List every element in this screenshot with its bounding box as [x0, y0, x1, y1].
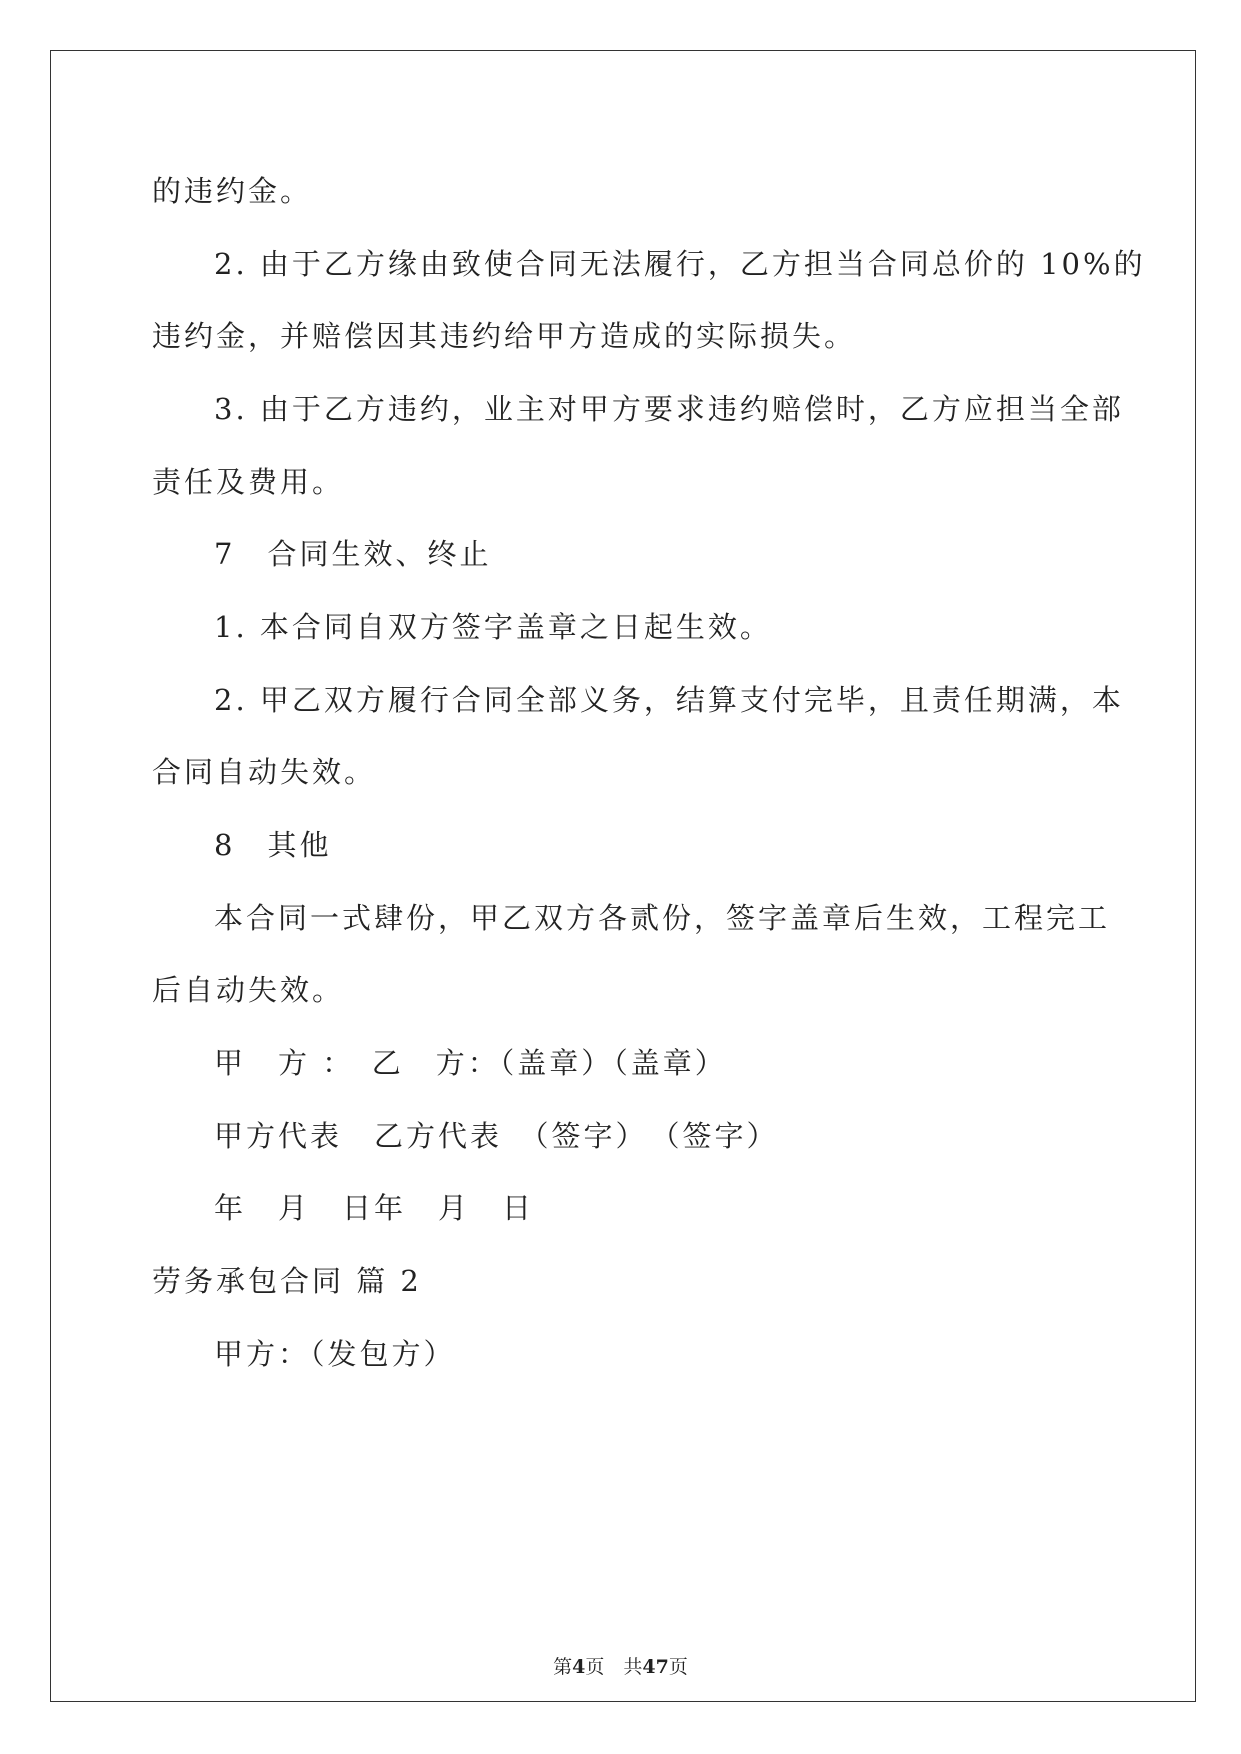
body-line: 合同自动失效。 [152, 755, 377, 789]
body-line: 后自动失效。 [152, 973, 345, 1007]
body-line: 违约金，并赔偿因其违约给甲方造成的实际损失。 [152, 319, 857, 353]
body-line: 的违约金。 [152, 174, 313, 208]
signature-line: 甲 方 ： 乙 方：（盖章）（盖章） [214, 1046, 727, 1080]
party-line: 甲方：（发包方） [214, 1337, 456, 1371]
body-line: 2. 由于乙方缘由致使合同无法履行，乙方担当合同总价的 10%的 [214, 247, 1146, 281]
document-title: 劳务承包合同 篇 2 [152, 1264, 422, 1298]
section-heading: 8 其他 [214, 828, 332, 862]
body-line: 1. 本合同自双方签字盖章之日起生效。 [214, 610, 772, 644]
page-current: 4 [572, 1656, 586, 1678]
body-line: 本合同一式肆份，甲乙双方各贰份，签字盖章后生效，工程完工 [214, 901, 1111, 935]
page-footer [0, 1652, 1241, 1679]
date-line: 年 月 日年 月 日 [214, 1191, 535, 1225]
page-mid: 页 共 [585, 1656, 643, 1678]
body-line: 2. 甲乙双方履行合同全部义务，结算支付完毕，且责任期满，本 [214, 683, 1124, 717]
body-line: 3. 由于乙方违约，业主对甲方要求违约赔偿时，乙方应担当全部 [214, 392, 1124, 426]
body-line: 责任及费用。 [152, 465, 345, 499]
signature-line: 甲方代表 乙方代表 （签字） （签字） [214, 1119, 779, 1153]
page-prefix: 第 [553, 1656, 573, 1678]
page-total: 47 [642, 1656, 669, 1678]
page-suffix: 页 [668, 1656, 688, 1678]
section-heading: 7 合同生效、终止 [214, 537, 492, 571]
page-border [50, 50, 1196, 1702]
